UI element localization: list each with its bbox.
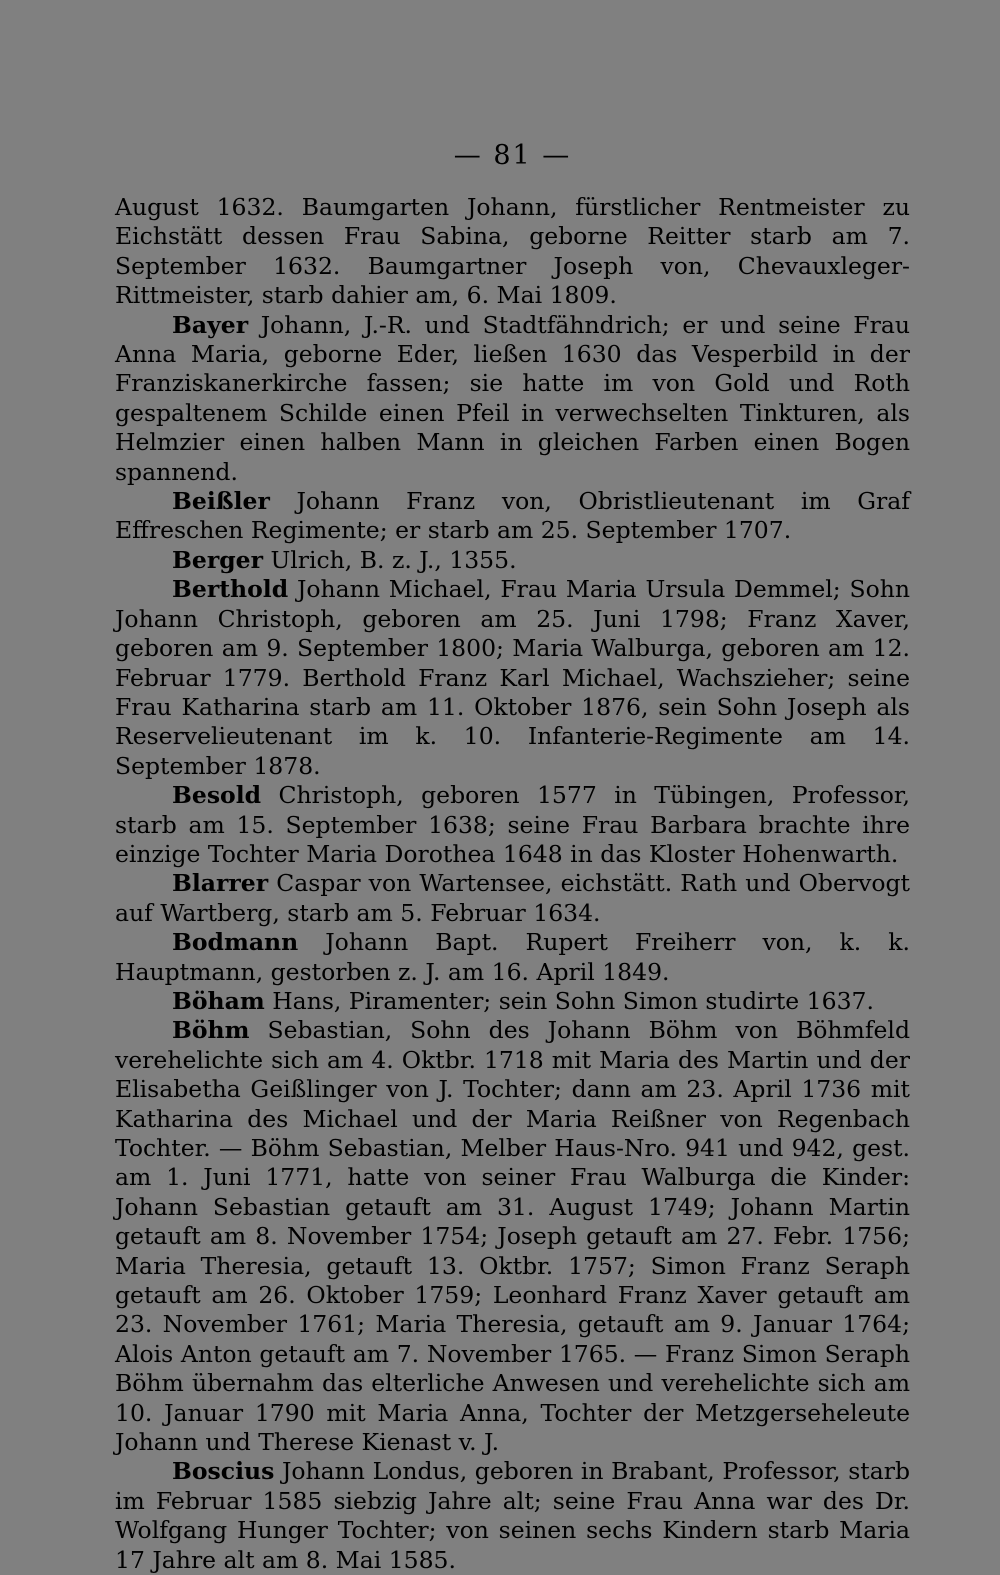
entry-text: Hans, Piramenter; sein Sohn Simon studirte 1637. — [264, 986, 874, 1015]
entry-blarrer — [115, 869, 910, 928]
entry-name: Berger — [172, 545, 263, 574]
entry-bayer — [115, 311, 910, 487]
entry-name: Besold — [172, 781, 262, 810]
entry-name: Blarrer — [172, 869, 269, 898]
entry-berger — [115, 546, 910, 575]
page-number: — 81 — — [453, 140, 572, 171]
entry-berthold — [115, 575, 910, 781]
entry-text: Sebastian, Sohn des Johann Böhm von Böhmfeld verehelichte sich am 4. Oktbr. 1718 mit Maria des Martin und der Elisabetha Geißlinger von J. Tochter; dann am 23. April 1736 mit Katharina des Michael und der Maria Reißner von Regenbach Tochter. — Böhm Sebastian, Melber Haus-Nro. 941 und 942, gest. am 1. Juni 1771, hatte von seiner Frau Walburga die Kinder: Johann Sebastian getauft am 31. August 1749; Johann Martin getauft am 8. November 1754; Joseph getauft am 27. Febr. 1756; Maria Theresia, getauft 13. Oktbr. 1757; Simon Franz Seraph getauft am 26. Oktober 1759; Leonhard Franz Xaver getauft am 23. November 1761; Maria Theresia, getauft am 9. Januar 1764; Alois Anton getauft am 7. November 1765. — Franz Simon Seraph Böhm übernahm das elterliche Anwesen und verehelichte sich am 10. Januar 1790 mit Maria Anna, Tochter der Metzgerseheleute Johann und Therese Kienast v. J. — [115, 1016, 910, 1457]
entry-text: Johann Michael, Frau Maria Ursula Demmel; Sohn Johann Christoph, geboren am 25. Juni 1798; Franz Xaver, geboren am 9. September 1800; Maria Walburga, geboren am 12. Februar 1779. Berthold Franz Karl Michael, Wachszieher; seine Frau Katharina starb am 11. Oktober 1876, sein Sohn Joseph als Reservelieutenant im k. 10. Infanterie-Regimente am 14. September 1878. — [115, 575, 910, 780]
entry-text: Johann, J.-R. und Stadtfähndrich; er und seine Frau Anna Maria, geborne Eder, ließen 1630 das Vesperbild in der Franziskanerkirche fassen; sie hatte im von Gold und Roth gespaltenem Schilde einen Pfeil in verwechselten Tinkturen, als Helmzier einen halben Mann in gleichen Farben einen Bogen spannend. — [115, 310, 910, 486]
entry-text: August 1632. Baumgarten Johann, fürstlicher Rentmeister zu Eichstätt dessen Frau Sabina, geborne Reitter starb am 7. September 1632. Baumgartner Joseph von, Chevauxleger-Rittmeister, starb dahier am, 6. Mai 1809. — [115, 193, 910, 310]
entry-text: Johann Bapt. Rupert Freiherr von, k. k. Hauptmann, gestorben z. J. am 16. April 1849. — [115, 928, 910, 986]
entry-name: Böhm — [172, 1016, 250, 1045]
entry-name: Berthold — [172, 575, 289, 604]
entry-text: Ulrich, B. z. J., 1355. — [262, 545, 517, 574]
entry-text: Caspar von Wartensee, eichstätt. Rath und Obervogt auf Wartberg, starb am 5. Februar 1634. — [115, 869, 910, 927]
entry-boscius — [115, 1457, 910, 1575]
entry-bodmann — [115, 928, 910, 987]
entry-boehm — [115, 1016, 910, 1457]
entry-text: Johann Franz von, Obristlieutenant im Graf Effreschen Regimente; er starb am 25. September 1707. — [115, 487, 910, 545]
entry-text: Christoph, geboren 1577 in Tübingen, Professor, starb am 15. September 1638; seine Frau Barbara brachte ihre einzige Tochter Maria Dorothea 1648 in das Kloster Hohenwarth. — [115, 781, 910, 868]
entry-baumgarten — [115, 193, 910, 311]
entry-beissler — [115, 487, 910, 546]
entry-text: Johann Londus, geboren in Brabant, Professor, starb im Februar 1585 siebzig Jahre alt; seine Frau Anna war des Dr. Wolfgang Hunger Tochter; von seinen sechs Kindern starb Maria 17 Jahre alt am 8. Mai 1585. — [115, 1457, 910, 1574]
entry-name: Boscius — [172, 1457, 275, 1486]
entry-name: Bayer — [172, 310, 249, 339]
entry-name: Beißler — [172, 487, 270, 516]
entry-boeham — [115, 987, 910, 1016]
entry-besold — [115, 781, 910, 869]
entry-name: Bodmann — [172, 928, 299, 957]
entry-name: Böham — [172, 986, 265, 1015]
